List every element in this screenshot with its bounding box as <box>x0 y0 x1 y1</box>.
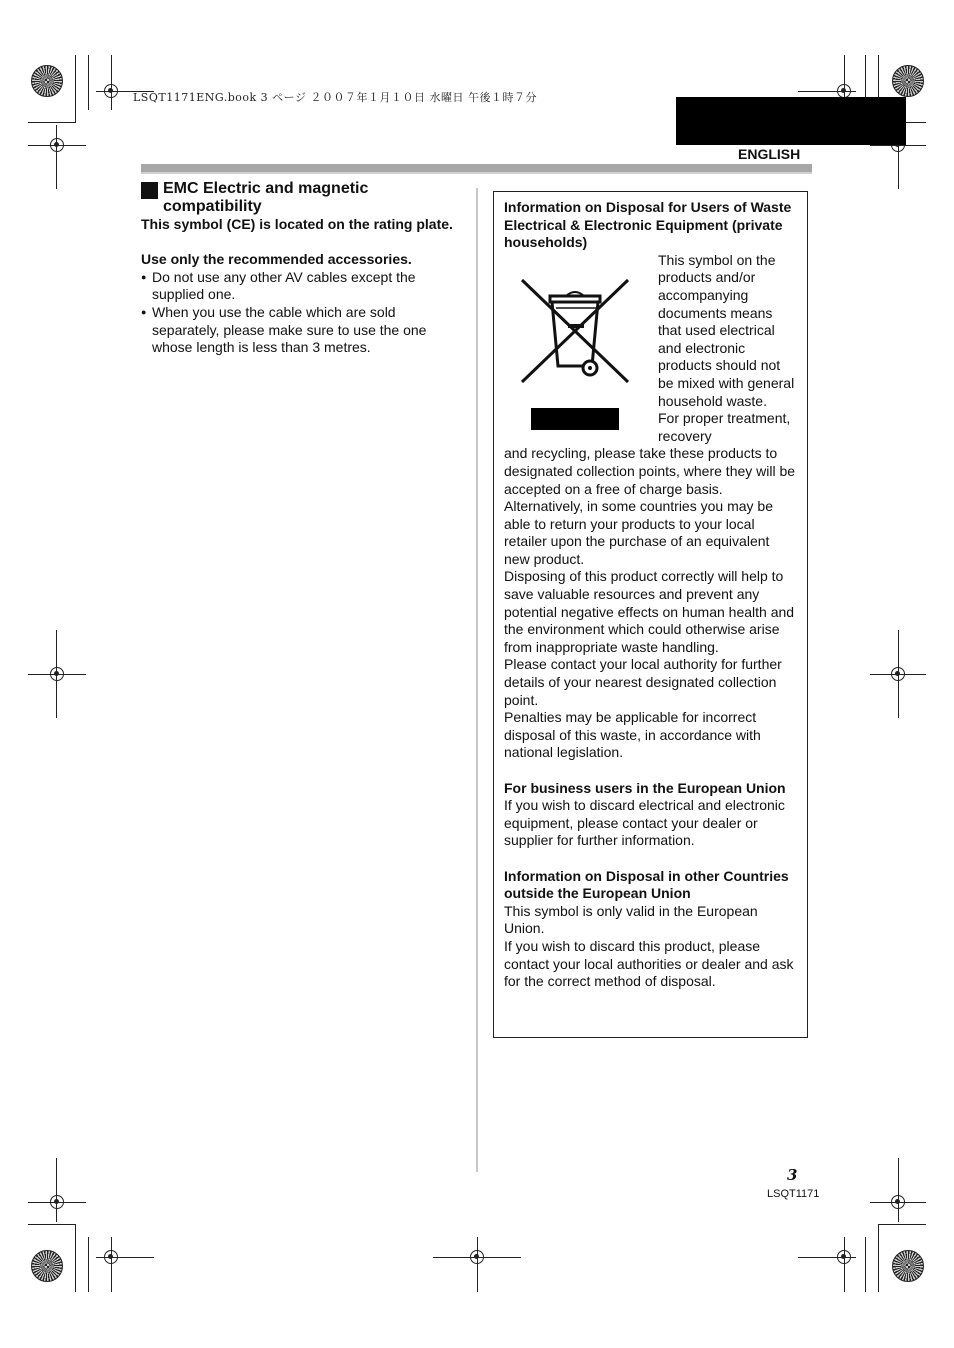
registration-rosette-icon <box>31 65 63 97</box>
crop-mark <box>898 1158 899 1222</box>
outside-eu-heading: Information on Disposal in other Countries outside the European Union <box>504 867 789 902</box>
crop-mark <box>28 1202 86 1203</box>
crop-mark <box>798 1257 856 1258</box>
treatment-intro: For proper treatment, recovery <box>658 410 791 444</box>
header-rule <box>141 164 812 172</box>
crop-mark <box>879 1224 926 1225</box>
disposing-text: Disposing of this product correctly will help to save valuable resources and prevent any potential negative effects on human health and the environment which could otherwise arise from inappropriate waste handling. <box>504 568 795 655</box>
disposal-info-box <box>493 191 808 1038</box>
registration-rosette-icon <box>892 65 924 97</box>
section-heading: EMC Electric and magnetic compatibility <box>141 180 459 216</box>
print-header-note: LSQT1171ENG.book 3 ページ ２００７年１月１０日 水曜日 午後１時７分 <box>133 91 537 104</box>
crop-mark <box>28 1224 75 1225</box>
list-item: ● When you use the cable which are sold separately, please make sure to use the one whose length is less than 3 metres. <box>141 304 459 357</box>
page-number: 3 <box>787 1166 798 1184</box>
penalties-text: Penalties may be applicable for incorrect disposal of this waste, in accordance with national legislation. <box>504 709 761 761</box>
outside-eu-discard-text: If you wish to discard this product, please contact your local authorities or dealer and ask for the correct method of disposal. <box>504 937 794 990</box>
crop-mark <box>56 1158 57 1222</box>
crop-mark <box>28 674 86 675</box>
crop-mark <box>111 55 112 110</box>
language-label: ENGLISH <box>738 146 801 162</box>
ce-note: This symbol (CE) is located on the rating plate. <box>141 216 453 232</box>
crop-mark <box>28 122 75 123</box>
symbol-description: This symbol on the products and/or accompanying documents means that used electrical and electronic products should not be mixed with general household waste. <box>658 251 795 409</box>
crop-mark <box>844 1237 845 1292</box>
list-item: ● Do not use any other AV cables except the supplied one. <box>141 269 459 304</box>
crop-mark <box>878 1224 879 1292</box>
crop-mark <box>88 55 89 110</box>
crop-mark <box>28 145 86 146</box>
registration-rosette-icon <box>31 1250 63 1282</box>
document-code: LSQT1171 <box>767 1188 820 1200</box>
accessories-heading: Use only the recommended accessories. <box>141 251 412 268</box>
crop-mark <box>75 1224 76 1292</box>
emc-section <box>141 180 459 357</box>
header-rule-shadow <box>141 172 812 174</box>
column-divider <box>476 188 478 1172</box>
crop-mark <box>477 1237 478 1292</box>
business-text: If you wish to discard electrical and electronic equipment, please contact your dealer or supplier for further information. <box>504 797 785 849</box>
crop-mark <box>111 1237 112 1292</box>
crop-mark <box>798 91 856 92</box>
registration-rosette-icon <box>892 1250 924 1282</box>
crop-mark <box>96 1257 154 1258</box>
outside-eu-text: This symbol is only valid in the European Union. <box>504 902 758 937</box>
contact-text: Please contact your local authority for further details of your nearest designated collection point. <box>504 656 782 708</box>
chapter-tab <box>676 97 906 145</box>
crop-mark <box>88 1237 89 1292</box>
crop-mark <box>865 1237 866 1292</box>
crop-mark <box>56 125 57 189</box>
crop-mark <box>870 145 926 146</box>
crop-mark <box>870 674 926 675</box>
crop-mark <box>75 55 76 123</box>
recycling-text: and recycling, please take these products to designated collection points, where they will be accepted on a free of charge basis. Alternatively, in some countries you may be able to return your products to your local retailer upon the purchase of an equivalent new product. <box>504 445 796 567</box>
section-marker-icon <box>141 182 158 199</box>
crop-mark <box>870 1202 926 1203</box>
business-heading: For business users in the European Union <box>504 779 786 796</box>
disposal-heading: Information on Disposal for Users of Waste Electrical & Electronic Equipment (private households) <box>504 199 792 251</box>
